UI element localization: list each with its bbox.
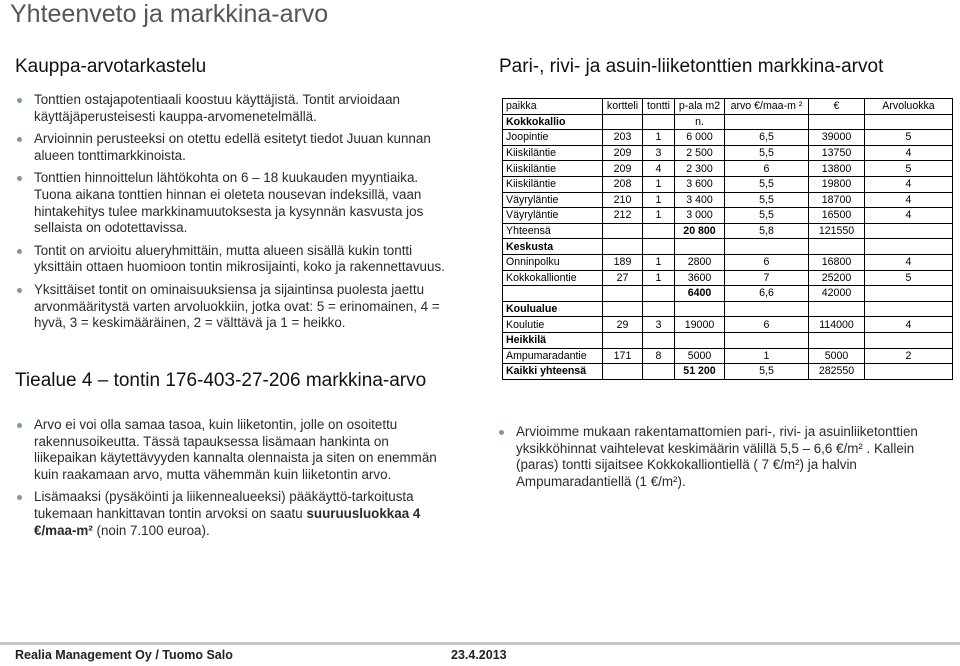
bullet-text: Tonttien hinnoittelun lähtökohta on 6 – 18 kuukauden myyntiaika. Tuona aikana tonttien hinnan ei oleteta nousevan indeksillä, vaan hintakehitys tulee markkinamuutoksesta ja kysynnän kasvusta jos sellaista on odotettavissa. <box>34 170 424 236</box>
table-cell <box>603 239 643 255</box>
table-cell <box>865 223 953 239</box>
table-cell: Väyryläntie <box>503 192 603 208</box>
table-cell: 209 <box>603 145 643 161</box>
table-cell: Kiiskiläntie <box>503 145 603 161</box>
table-cell <box>865 301 953 317</box>
table-cell: Kokkokallio <box>503 114 603 130</box>
table-cell: 4 <box>865 317 953 333</box>
table-cell: Koulualue <box>503 301 603 317</box>
table-cell: 18700 <box>809 192 865 208</box>
table-row <box>503 317 953 333</box>
bullet-dot-icon <box>17 288 22 293</box>
table-cell <box>643 223 675 239</box>
bullet-text-pre: Lisämaaksi (pysäköinti ja liikennealueeksi) pääkäyttö-tarkoitusta tukemaan hankittavan tontin arvoksi on saatu <box>34 489 414 521</box>
table-row <box>503 145 953 161</box>
table-row <box>503 208 953 224</box>
table-cell <box>725 332 809 348</box>
bullet-text: Tonttien ostajapotentiaali koostuu käyttäjistä. Tontit arvioidaan käyttäjäperusteisesti kauppa-arvomenetelmällä. <box>34 92 400 124</box>
table-cell: 4 <box>865 145 953 161</box>
table-cell: Kaikki yhteensä <box>503 364 603 380</box>
table-cell: 6,6 <box>725 286 809 302</box>
table-cell <box>865 114 953 130</box>
table-cell: Väyryläntie <box>503 208 603 224</box>
table-cell: 5,5 <box>725 192 809 208</box>
table-cell: 4 <box>865 192 953 208</box>
bullet-text: Arvo ei voi olla samaa tasoa, kuin liiketontin, jolle on osoitettu rakennusoikeutta. Tässä tapauksessa lisämaan hankinta on liikepaikan käytettävyyden kannalta olennaista ja siten on enemmän kuin raakamaan arvo, mutta vähemmän kuin liiketontin arvo. <box>34 417 437 482</box>
table-row <box>503 270 953 286</box>
table-cell <box>603 286 643 302</box>
table-header-cell: tontti <box>643 99 675 115</box>
bullet-item <box>17 282 452 332</box>
table-row <box>503 192 953 208</box>
table-header-cell: € <box>809 99 865 115</box>
table-cell: 1 <box>643 192 675 208</box>
table-cell: Koulutie <box>503 317 603 333</box>
bullet-dot-icon <box>17 423 22 428</box>
table-cell <box>809 239 865 255</box>
table-cell <box>643 114 675 130</box>
table-cell <box>809 301 865 317</box>
table-cell: 6400 <box>675 286 725 302</box>
table-cell: 6 000 <box>675 130 725 146</box>
table-cell: 1 <box>643 254 675 270</box>
table-cell <box>603 301 643 317</box>
table-cell: 42000 <box>809 286 865 302</box>
table-cell: 212 <box>603 208 643 224</box>
table-cell: 2 <box>865 348 953 364</box>
table-cell <box>725 301 809 317</box>
table-cell: 210 <box>603 192 643 208</box>
table-cell: 51 200 <box>675 364 725 380</box>
section2-title: Tiealue 4 – tontin 176-403-27-206 markkina-arvo <box>15 370 427 391</box>
section2-bullet-list <box>17 417 452 545</box>
table-row <box>503 286 953 302</box>
table-cell: 16500 <box>809 208 865 224</box>
page-title: Yhteenveto ja markkina-arvo <box>10 0 329 28</box>
table-cell <box>603 364 643 380</box>
table-cell <box>643 301 675 317</box>
table-cell: 4 <box>865 176 953 192</box>
bullet-dot-icon <box>17 495 22 500</box>
table-cell: 1 <box>643 130 675 146</box>
table-cell <box>675 332 725 348</box>
table-row <box>503 161 953 177</box>
table-cell: 5,5 <box>725 145 809 161</box>
table-cell: 3 600 <box>675 176 725 192</box>
table-cell: 4 <box>865 254 953 270</box>
table-cell: 39000 <box>809 130 865 146</box>
bullet-dot-icon <box>17 137 22 142</box>
table-cell: Kiiskiläntie <box>503 176 603 192</box>
table-header-cell: kortteli <box>603 99 643 115</box>
table-cell: 5000 <box>675 348 725 364</box>
table-cell: Yhteensä <box>503 223 603 239</box>
table-cell <box>809 114 865 130</box>
table-cell: 5 <box>865 161 953 177</box>
table-cell <box>503 286 603 302</box>
table-cell: 19800 <box>809 176 865 192</box>
bullet-item <box>17 489 452 539</box>
table-cell <box>865 286 953 302</box>
footer-author: Realia Management Oy / Tuomo Salo <box>15 648 233 662</box>
table-cell: 8 <box>643 348 675 364</box>
table-cell: 1 <box>643 270 675 286</box>
table-cell <box>865 239 953 255</box>
table-cell: Joopintie <box>503 130 603 146</box>
footer-divider <box>0 642 960 645</box>
table-cell: 2800 <box>675 254 725 270</box>
table-cell: 5,5 <box>725 364 809 380</box>
table-cell: 19000 <box>675 317 725 333</box>
table-cell: 5,5 <box>725 208 809 224</box>
bullet-text-bold: suuruusluokkaa 4 €/maa-m² <box>34 505 421 538</box>
table-header-cell: arvo €/maa-m ² <box>725 99 809 115</box>
table-cell: 1 <box>725 348 809 364</box>
table-cell <box>603 223 643 239</box>
bullet-text: Yksittäiset tontit on ominaisuuksiensa ja sijaintinsa puolesta jaettu arvonmääritystä varten arvoluokkiin, jotka ovat: 5 = erinomainen, 4 = hyvä, 3 = keskimääräinen, 2 = välttävä ja 1 = heikko. <box>34 281 440 331</box>
table-cell: 3 <box>643 317 675 333</box>
table-cell <box>865 364 953 380</box>
table-row <box>503 130 953 146</box>
table-header-cell: paikka <box>503 99 603 115</box>
table-cell <box>809 332 865 348</box>
table-cell: 5,8 <box>725 223 809 239</box>
left-bullet-list <box>17 92 452 338</box>
table-cell: 209 <box>603 161 643 177</box>
table-cell: Ampumaradantie <box>503 348 603 364</box>
table-cell: 27 <box>603 270 643 286</box>
table-cell <box>603 114 643 130</box>
table-cell: 6,5 <box>725 130 809 146</box>
right-heading: Pari-, rivi- ja asuin-liiketonttien markkina-arvot <box>499 56 884 77</box>
table-cell <box>725 239 809 255</box>
table-cell: Heikkilä <box>503 332 603 348</box>
bullet-item <box>17 243 452 276</box>
table-cell: 3 400 <box>675 192 725 208</box>
table-row <box>503 239 953 255</box>
table-cell: 6 <box>725 317 809 333</box>
table-cell: 6 <box>725 254 809 270</box>
table-cell: 29 <box>603 317 643 333</box>
table-cell: Onninpolku <box>503 254 603 270</box>
bullet-text: Arvioinnin perusteeksi on otettu edellä esitetyt tiedot Juuan kunnan alueen tonttimarkkinoista. <box>34 131 431 163</box>
land-value-table <box>502 98 953 380</box>
table-cell <box>643 364 675 380</box>
table-cell: 2 500 <box>675 145 725 161</box>
table-cell <box>643 332 675 348</box>
table-cell: 208 <box>603 176 643 192</box>
table-cell: 1 <box>643 208 675 224</box>
table-cell: Kokkokalliontie <box>503 270 603 286</box>
bullet-text: Tontit on arvioitu alueryhmittäin, mutta alueen sisällä kukin tontti yksittäin ottaen huomioon tontin mikrosijainti, koko ja rakennettavuus. <box>34 242 445 275</box>
bullet-dot-icon <box>499 430 504 435</box>
table-cell: 4 <box>643 161 675 177</box>
table-header-cell: Arvoluokka <box>865 99 953 115</box>
table-cell <box>675 239 725 255</box>
table-cell: 16800 <box>809 254 865 270</box>
bullet-item <box>17 170 452 236</box>
table-cell: 2 300 <box>675 161 725 177</box>
table-cell <box>725 114 809 130</box>
bullet-item <box>17 131 452 164</box>
bullet-text: Arvioimme mukaan rakentamattomien pari-, rivi- ja asuinliiketonttien yksikköhinnat vaihtelevat keskimäärin välillä 5,5 – 6,6 €/m² . Kallein (paras) tontti sijaitsee Kokkokalliontiellä ( 7 €/m²) ja halvin Ampumaradantiellä (1 €/m²). <box>516 424 918 489</box>
table-row <box>503 301 953 317</box>
table-cell: 121550 <box>809 223 865 239</box>
table-cell: 114000 <box>809 317 865 333</box>
table-cell: 5000 <box>809 348 865 364</box>
table-row <box>503 223 953 239</box>
table-cell <box>643 286 675 302</box>
table-cell: 189 <box>603 254 643 270</box>
table-cell: 3600 <box>675 270 725 286</box>
table-row <box>503 254 953 270</box>
table-cell: 25200 <box>809 270 865 286</box>
table-header-row <box>503 99 953 115</box>
table-cell <box>603 332 643 348</box>
table-row <box>503 332 953 348</box>
table-cell: 5,5 <box>725 176 809 192</box>
table-cell: 5 <box>865 130 953 146</box>
table-cell: Kiiskiläntie <box>503 161 603 177</box>
table-cell: 4 <box>865 208 953 224</box>
table-cell: 1 <box>643 176 675 192</box>
bullet-item <box>499 424 939 490</box>
table-cell: n. <box>675 114 725 130</box>
table-cell: 13800 <box>809 161 865 177</box>
table-cell: 7 <box>725 270 809 286</box>
table-row <box>503 176 953 192</box>
table-cell: 13750 <box>809 145 865 161</box>
table-cell: 5 <box>865 270 953 286</box>
table-cell: 20 800 <box>675 223 725 239</box>
right-bullet <box>499 424 939 496</box>
bullet-text-post: (noin 7.100 euroa). <box>92 522 210 538</box>
table-cell <box>865 332 953 348</box>
table-row <box>503 364 953 380</box>
bullet-dot-icon <box>17 249 22 254</box>
table-row <box>503 114 953 130</box>
bullet-item <box>17 92 452 125</box>
table-cell <box>643 239 675 255</box>
bullet-dot-icon <box>17 98 22 103</box>
table-cell: 3 <box>643 145 675 161</box>
table-header-cell: p-ala m2 <box>675 99 725 115</box>
table-cell: 3 000 <box>675 208 725 224</box>
left-heading: Kauppa-arvotarkastelu <box>15 56 207 77</box>
table-cell: 203 <box>603 130 643 146</box>
table-cell: 282550 <box>809 364 865 380</box>
table-cell: 171 <box>603 348 643 364</box>
table-cell <box>675 301 725 317</box>
table-cell: 6 <box>725 161 809 177</box>
footer-date: 23.4.2013 <box>451 648 507 662</box>
bullet-dot-icon <box>17 176 22 181</box>
table-cell: Keskusta <box>503 239 603 255</box>
table-row <box>503 348 953 364</box>
bullet-item <box>17 417 452 483</box>
